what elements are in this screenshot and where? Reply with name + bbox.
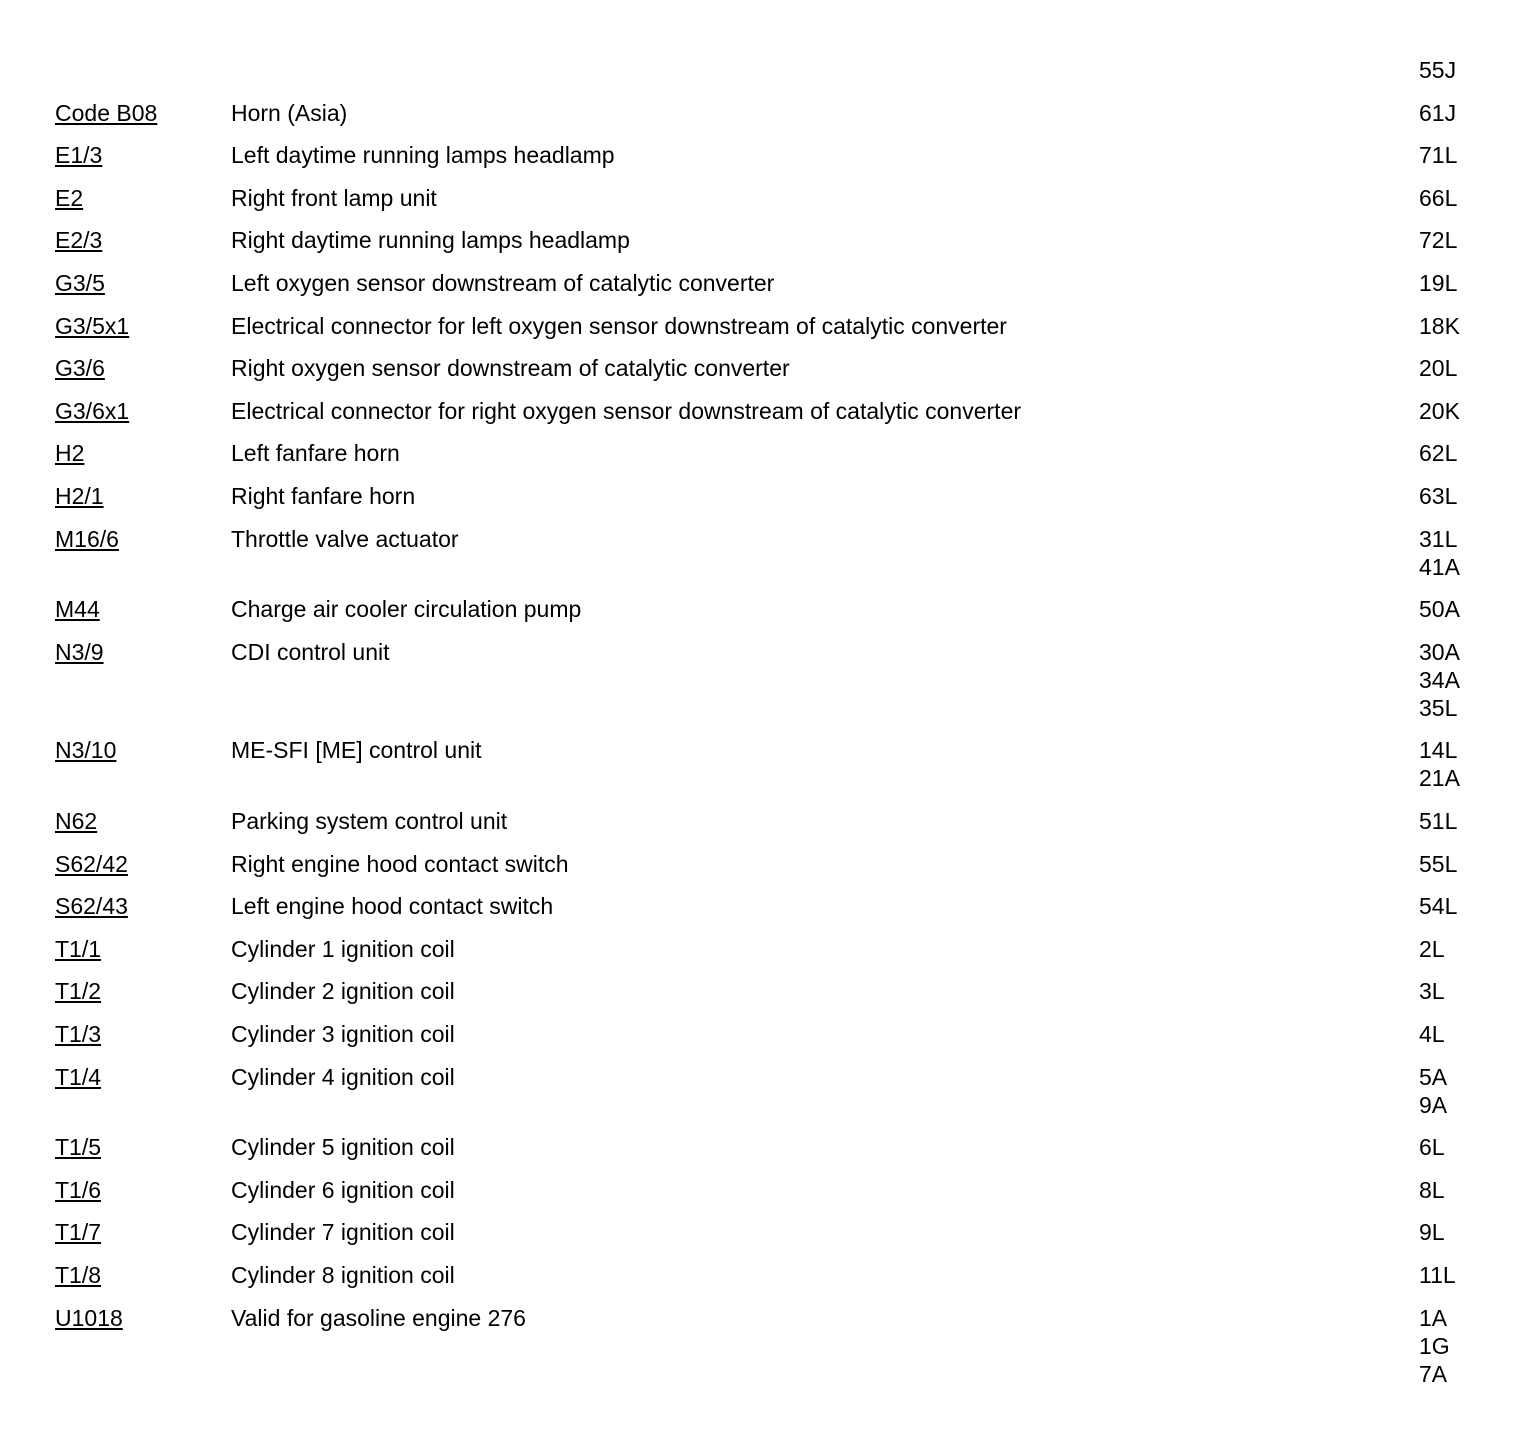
component-code-link[interactable]: U1018: [55, 1304, 123, 1331]
grid-reference: 18K: [1419, 312, 1460, 339]
grid-reference: 66L: [1419, 184, 1458, 211]
grid-references: [1419, 312, 1509, 340]
component-description: Left engine hood contact switch: [231, 893, 554, 920]
grid-reference: 1A: [1419, 1304, 1448, 1331]
grid-reference: 72L: [1419, 227, 1458, 254]
grid-reference: 19L: [1419, 270, 1458, 296]
grid-reference: 41A: [1419, 553, 1460, 580]
grid-reference: 2L: [1419, 935, 1445, 962]
grid-reference: 21A: [1419, 765, 1460, 792]
component-description: Cylinder 4 ignition coil: [231, 1063, 455, 1090]
component-code-link[interactable]: N3/9: [55, 638, 104, 665]
grid-reference: 9A: [1419, 1091, 1448, 1118]
component-description: Cylinder 1 ignition coil: [231, 935, 455, 962]
grid-reference: 71L: [1419, 142, 1458, 169]
component-code-link[interactable]: T1/5: [55, 1134, 102, 1161]
component-description: Charge air cooler circulation pump: [231, 596, 582, 623]
grid-reference: 7A: [1419, 1360, 1448, 1387]
grid-reference: 34A: [1419, 666, 1460, 693]
grid-references: [1419, 439, 1509, 467]
grid-references: [1419, 850, 1509, 878]
grid-references: [1419, 354, 1509, 382]
grid-references: [1419, 1020, 1509, 1048]
grid-reference: 6L: [1419, 1134, 1445, 1161]
component-description: Left oxygen sensor downstream of catalytic converter: [231, 270, 775, 296]
grid-reference: 35L: [1419, 694, 1458, 721]
component-description: Cylinder 7 ignition coil: [231, 1219, 455, 1246]
grid-references: [1419, 638, 1509, 722]
component-code-link[interactable]: T1/1: [55, 935, 102, 962]
component-description: Valid for gasoline engine 276: [231, 1304, 526, 1331]
grid-references: [1419, 482, 1509, 510]
grid-reference: 61J: [1419, 99, 1457, 126]
component-code-link[interactable]: N62: [55, 808, 98, 834]
grid-reference: 51L: [1419, 808, 1458, 834]
component-description: Right engine hood contact switch: [231, 850, 569, 877]
component-code-link[interactable]: G3/5: [55, 270, 105, 296]
component-code-link[interactable]: N3/10: [55, 737, 117, 764]
component-description: Cylinder 2 ignition coil: [231, 978, 455, 1005]
grid-reference: 63L: [1419, 483, 1458, 509]
grid-reference: 20K: [1419, 397, 1460, 424]
grid-references: [1419, 141, 1509, 169]
component-code-link[interactable]: T1/8: [55, 1262, 102, 1288]
grid-references: [1419, 269, 1509, 297]
component-code-link[interactable]: E1/3: [55, 142, 103, 169]
grid-references: [1419, 1304, 1509, 1388]
grid-references: [1419, 935, 1509, 963]
grid-reference: 55J: [1419, 57, 1457, 83]
component-description: Left fanfare horn: [231, 440, 400, 467]
component-code-link[interactable]: M44: [55, 596, 100, 623]
grid-references: [1419, 1218, 1509, 1246]
component-description: Cylinder 6 ignition coil: [231, 1176, 455, 1203]
grid-reference: 9L: [1419, 1219, 1445, 1246]
component-description: Right oxygen sensor downstream of catalytic converter: [231, 355, 790, 382]
component-code-link[interactable]: T1/6: [55, 1176, 102, 1203]
grid-reference: 50A: [1419, 596, 1460, 623]
component-code-link[interactable]: G3/5x1: [55, 312, 130, 339]
grid-references: [1419, 807, 1509, 835]
grid-reference: 1G: [1419, 1332, 1450, 1359]
component-code-link[interactable]: M16/6: [55, 525, 119, 552]
grid-reference: 62L: [1419, 440, 1458, 467]
component-code-link[interactable]: H2/1: [55, 483, 104, 509]
grid-references: [1419, 1063, 1509, 1119]
component-code-link[interactable]: T1/3: [55, 1021, 102, 1047]
grid-references: [1419, 99, 1509, 127]
component-description: Left daytime running lamps headlamp: [231, 142, 615, 169]
component-code-link[interactable]: E2/3: [55, 227, 103, 254]
component-description: Cylinder 8 ignition coil: [231, 1262, 455, 1288]
component-description: Horn (Asia): [231, 99, 348, 126]
component-code-link[interactable]: G3/6: [55, 355, 105, 382]
grid-references: [1419, 1176, 1509, 1204]
component-description: Parking system control unit: [231, 808, 508, 834]
component-description: Right daytime running lamps headlamp: [231, 227, 630, 254]
grid-reference: 11L: [1419, 1262, 1456, 1288]
grid-references: [1419, 1133, 1509, 1161]
component-code-link[interactable]: T1/4: [55, 1063, 102, 1090]
grid-references: [1419, 1261, 1509, 1289]
component-code-link[interactable]: G3/6x1: [55, 397, 130, 424]
grid-reference: 30A: [1419, 638, 1460, 665]
grid-references: [1419, 595, 1509, 623]
grid-references: [1419, 736, 1509, 792]
component-description: Throttle valve actuator: [231, 525, 459, 552]
grid-reference: 3L: [1419, 978, 1445, 1005]
grid-reference: 54L: [1419, 893, 1458, 920]
grid-references: [1419, 977, 1509, 1005]
grid-reference: 4L: [1419, 1021, 1445, 1047]
component-code-link[interactable]: E2: [55, 184, 84, 211]
grid-references: [1419, 56, 1509, 84]
grid-reference: 5A: [1419, 1063, 1448, 1090]
component-code-link[interactable]: H2: [55, 440, 85, 467]
component-description: CDI control unit: [231, 638, 390, 665]
component-description: Right fanfare horn: [231, 483, 416, 509]
component-code-link[interactable]: S62/42: [55, 850, 128, 877]
grid-reference: 31L: [1419, 525, 1458, 552]
component-code-link[interactable]: T1/7: [55, 1219, 102, 1246]
component-description: ME-SFI [ME] control unit: [231, 737, 482, 764]
grid-reference: 14L: [1419, 737, 1458, 764]
component-description: Cylinder 3 ignition coil: [231, 1021, 455, 1047]
grid-references: [1419, 525, 1509, 581]
component-code-link[interactable]: S62/43: [55, 893, 128, 920]
grid-references: [1419, 226, 1509, 254]
component-description: Right front lamp unit: [231, 184, 437, 211]
grid-reference: 8L: [1419, 1176, 1445, 1203]
grid-references: [1419, 892, 1509, 920]
grid-references: [1419, 397, 1509, 425]
grid-reference: 55L: [1419, 850, 1458, 877]
component-description: Electrical connector for right oxygen sensor downstream of catalytic converter: [231, 397, 1022, 424]
component-description: Cylinder 5 ignition coil: [231, 1134, 455, 1161]
component-code-link[interactable]: Code B08: [55, 99, 158, 126]
grid-references: [1419, 184, 1509, 212]
grid-reference: 20L: [1419, 355, 1458, 382]
component-description: Electrical connector for left oxygen sensor downstream of catalytic converter: [231, 312, 1007, 339]
component-code-link[interactable]: T1/2: [55, 978, 102, 1005]
